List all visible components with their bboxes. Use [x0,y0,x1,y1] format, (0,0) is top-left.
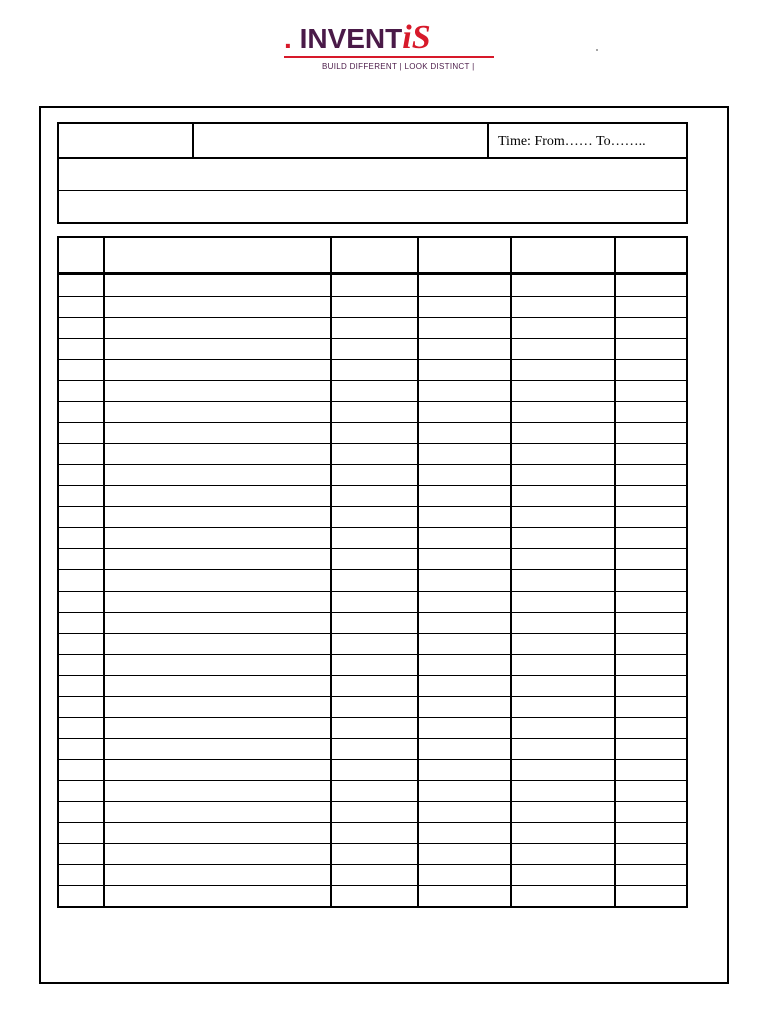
table-row-line [59,422,686,423]
info-row-line-2 [59,190,686,191]
table-row-line [59,843,686,844]
table-row-line [59,401,686,402]
table-row-line [59,780,686,781]
table-row-line [59,675,686,676]
table-row-line [59,527,686,528]
table-row-line [59,759,686,760]
table-row-line [59,654,686,655]
table-row-line [59,506,686,507]
table-row-line [59,380,686,381]
table-row-line [59,822,686,823]
table-row-line [59,885,686,886]
table-row-line [59,717,686,718]
brand-name: INVENT [299,23,403,54]
table-row-line [59,485,686,486]
table-row-line [59,612,686,613]
brand-wordmark [284,18,431,59]
table-row-line [59,633,686,634]
table-row-line [59,359,686,360]
table-row-line [59,864,686,865]
table-row-line [59,569,686,570]
brand-tagline: BUILD DIFFERENT | LOOK DISTINCT | [322,62,475,71]
time-range-label: Time: From…… To…….. [498,134,646,149]
table-row-line [59,464,686,465]
decorative-dot [596,49,598,51]
table-row-line [59,738,686,739]
brand-underline [284,56,494,58]
info-box [57,122,688,224]
table-row-line [59,296,686,297]
table-row-line [59,696,686,697]
table-row-line [59,548,686,549]
table-row-line [59,317,686,318]
info-divider-2 [487,124,489,157]
info-divider-1 [192,124,194,157]
brand-dot: . [284,23,300,54]
brand-logo [284,18,498,76]
info-row-line-1 [59,157,686,159]
log-table [57,236,688,908]
table-row-line [59,801,686,802]
table-row-line [59,443,686,444]
table-row-line [59,338,686,339]
brand-suffix: iS [402,19,431,56]
table-row-line [59,591,686,592]
table-header-divider [59,272,686,275]
